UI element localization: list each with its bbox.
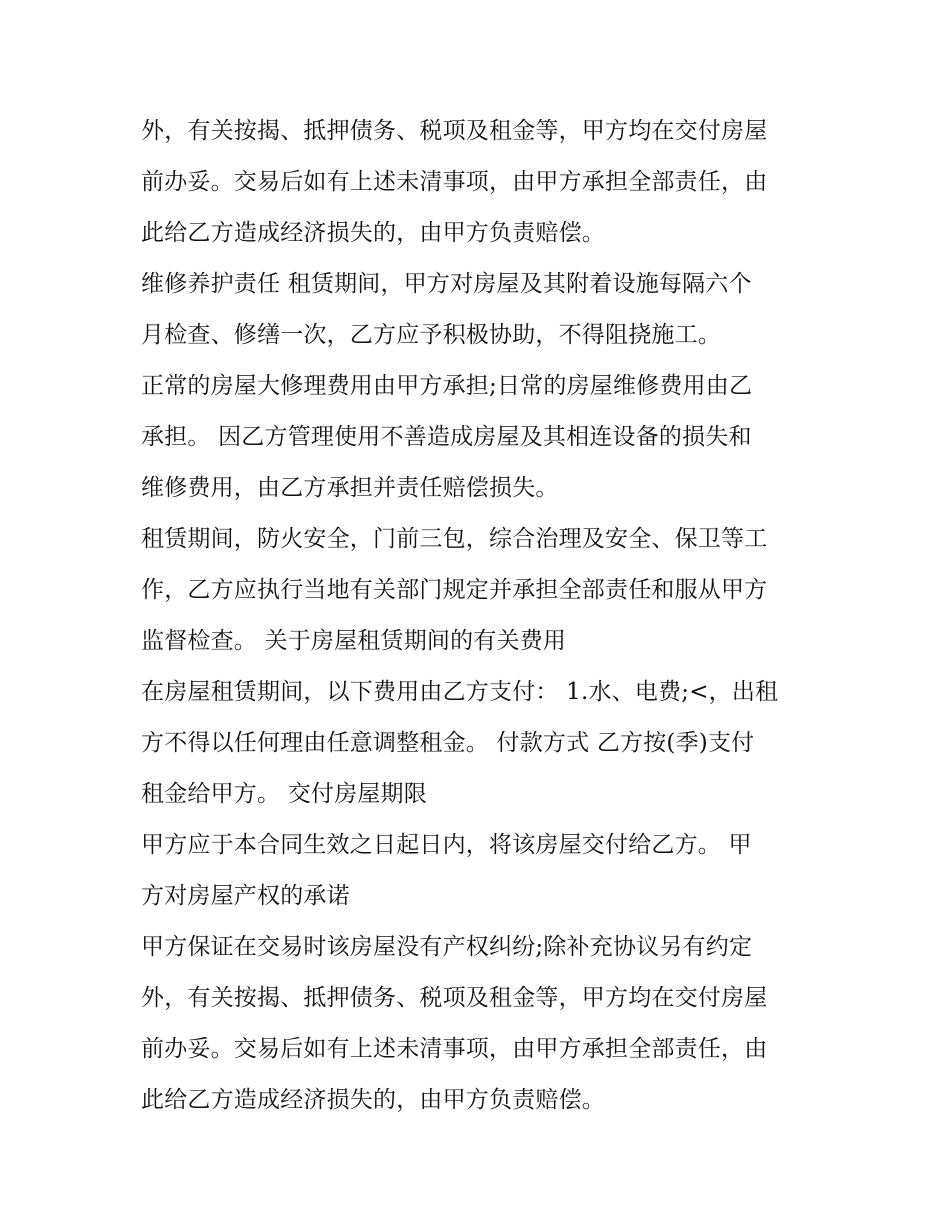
document-body <box>141 106 821 1126</box>
text-line: 租金给甲方。 交付房屋期限 <box>141 781 427 807</box>
text-line: 监督检查。 关于房屋租赁期间的有关费用 <box>141 628 567 654</box>
text-line: 前办妥。交易后如有上述未清事项，由甲方承担全部责任，由 <box>141 169 768 195</box>
text-line: 正常的房屋大修理费用由甲方承担;日常的房屋维修费用由乙 <box>141 373 753 399</box>
text-line: 月检查、修缮一次，乙方应予积极协助，不得阻挠施工。 <box>141 322 721 348</box>
text-line: 前办妥。交易后如有上述未清事项，由甲方承担全部责任，由 <box>141 1036 768 1062</box>
text-line: 承担。 因乙方管理使用不善造成房屋及其相连设备的损失和 <box>141 424 752 450</box>
text-line: 外，有关按揭、抵押债务、税项及租金等，甲方均在交付房屋 <box>141 118 768 144</box>
text-line: 在房屋租赁期间，以下费用由乙方支付： 1.水、电费;<，出租 <box>141 679 779 705</box>
text-line: 维修养护责任 租赁期间，甲方对房屋及其附着设施每隔六个 <box>141 271 752 297</box>
text-line: 此给乙方造成经济损失的，由甲方负责赔偿。 <box>141 220 605 246</box>
text-line: 作，乙方应执行当地有关部门规定并承担全部责任和服从甲方 <box>141 577 768 603</box>
text-line: 方对房屋产权的承诺 <box>141 883 350 909</box>
text-line: 此给乙方造成经济损失的，由甲方负责赔偿。 <box>141 1087 605 1113</box>
text-line: 维修费用，由乙方承担并责任赔偿损失。 <box>141 475 559 501</box>
text-line: 外，有关按揭、抵押债务、税项及租金等，甲方均在交付房屋 <box>141 985 768 1011</box>
text-line: 甲方保证在交易时该房屋没有产权纠纷;除补充协议另有约定 <box>141 934 753 960</box>
text-line: 方不得以任何理由任意调整租金。 付款方式 乙方按(季)支付 <box>141 730 755 756</box>
text-line: 甲方应于本合同生效之日起日内，将该房屋交付给乙方。 甲 <box>141 832 752 858</box>
text-line: 租赁期间，防火安全，门前三包，综合治理及安全、保卫等工 <box>141 526 768 552</box>
